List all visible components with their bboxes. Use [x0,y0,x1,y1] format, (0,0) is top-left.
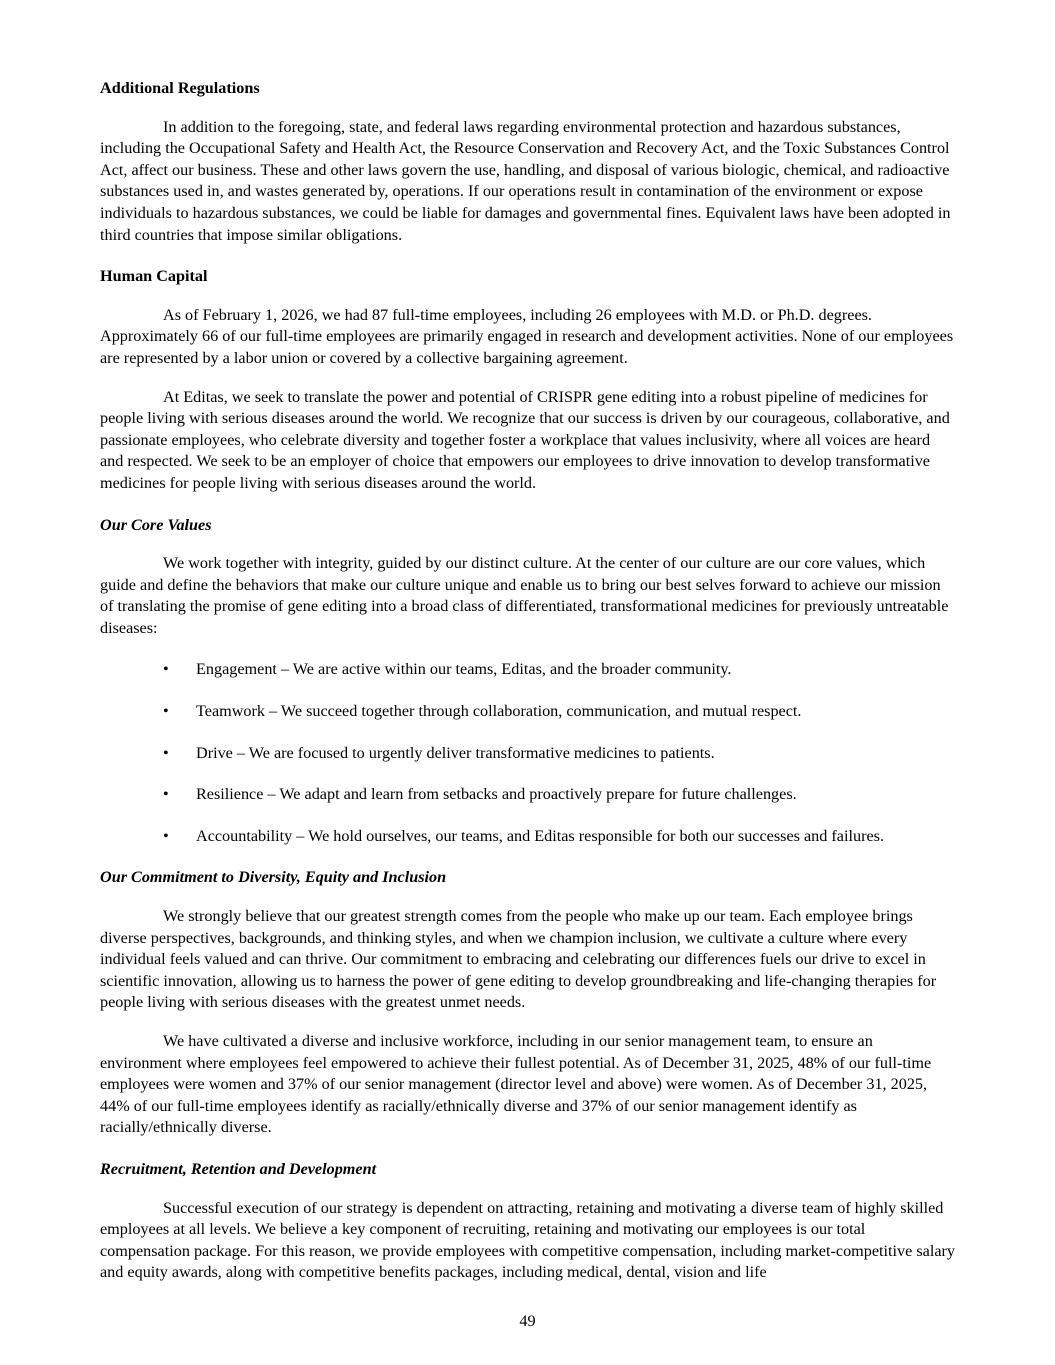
bullet-icon: • [163,785,169,804]
bullet-text: Accountability – We hold ourselves, our teams, and Editas responsible for both our successes and failures. [196,826,884,845]
bullet-text: Teamwork – We succeed together through collaboration, communication, and mutual respect. [196,702,802,721]
bullet-item [100,743,956,765]
section-heading: Our Commitment to Diversity, Equity and Inclusion [100,868,447,887]
paragraph: We work together with integrity, guided by our distinct culture. At the center of our culture are our core values, which guide and define the behaviors that make our culture unique and enable us to bring our best selves forward to achieve our mission of translating the promise of gene editing into a broad class of differentiated, transformational medicines for previously untreatable diseases: [100,554,949,637]
bullet-icon: • [163,743,169,762]
paragraph: We have cultivated a diverse and inclusive workforce, including in our senior management team, to ensure an environment where employees feel empowered to achieve their fullest potential. As of December 31, 2025, 48% of our full-time employees were women and 37% of our senior management (director level and above) were women. As of December 31, 2025, 44% of our full-time employees identify as racially/ethnically diverse and 37% of our senior management identify as racially/ethnically diverse. [100,1032,932,1137]
document-content [100,78,956,1284]
section-heading: Human Capital [100,267,208,286]
page-number: 49 [519,1312,536,1330]
bullet-icon: • [163,660,169,679]
bullet-item [100,701,956,723]
paragraph: We strongly believe that our greatest strength comes from the people who make up our team. Each employee brings diverse perspectives, backgrounds, and thinking styles, and when we champion inclusion, we cultivate a culture where every individual feels valued and can thrive. Our commitment to embracing and celebrating our differences fuels our drive to excel in scientific innovation, allowing us to harness the power of gene editing to develop groundbreaking and life-changing therapies for people living with serious diseases with the greatest unmet needs. [100,907,937,1012]
bullet-item [100,659,956,681]
paragraph: In addition to the foregoing, state, and federal laws regarding environmental protection and hazardous substances, including the Occupational Safety and Health Act, the Resource Conservation and Recovery Act, and the Toxic Substances Control Act, affect our business. These and other laws govern the use, handling, and disposal of various biologic, chemical, and radioactive substances used in, and wastes generated by, operations. If our operations result in contamination of the environment or expose individuals to hazardous substances, we could be liable for damages and governmental fines. Equivalent laws have been adopted in third countries that impose similar obligations. [100,117,951,244]
bullet-text: Drive – We are focused to urgently deliver transformative medicines to patients. [196,743,715,762]
paragraph: Successful execution of our strategy is dependent on attracting, retaining and motivating a diverse team of highly skilled employees at all levels. We believe a key component of recruiting, retaining and motivating our employees is our total compensation package. For this reason, we provide employees with competitive compensation, including market-competitive salary and equity awards, along with competitive benefits packages, including medical, dental, vision and life [100,1198,955,1282]
section-heading: Additional Regulations [100,79,260,97]
bullet-text: Resilience – We adapt and learn from setbacks and proactively prepare for future challenges. [196,785,797,804]
section-heading: Recruitment, Retention and Development [100,1159,377,1178]
bullet-icon: • [163,826,169,845]
bullet-text: Engagement – We are active within our teams, Editas, and the broader community. [196,660,732,679]
bullet-icon: • [163,702,169,721]
paragraph: As of February 1, 2026, we had 87 full-time employees, including 26 employees with M.D. or Ph.D. degrees. Approximately 66 of our full-time employees are primarily engaged in research and development activities. None of our employees are represented by a labor union or covered by a collective bargaining agreement. [100,305,954,367]
paragraph: At Editas, we seek to translate the power and potential of CRISPR gene editing into a robust pipeline of medicines for people living with serious diseases around the world. We recognize that our success is driven by our courageous, collaborative, and passionate employees, who celebrate diversity and together foster a workplace that values inclusivity, where all voices are heard and respected. We seek to be an employer of choice that empowers our employees to drive innovation to develop transformative medicines for people living with serious diseases around the world. [100,387,950,492]
bullet-item [100,784,956,806]
bullet-item [100,826,956,848]
section-heading: Our Core Values [100,515,212,534]
